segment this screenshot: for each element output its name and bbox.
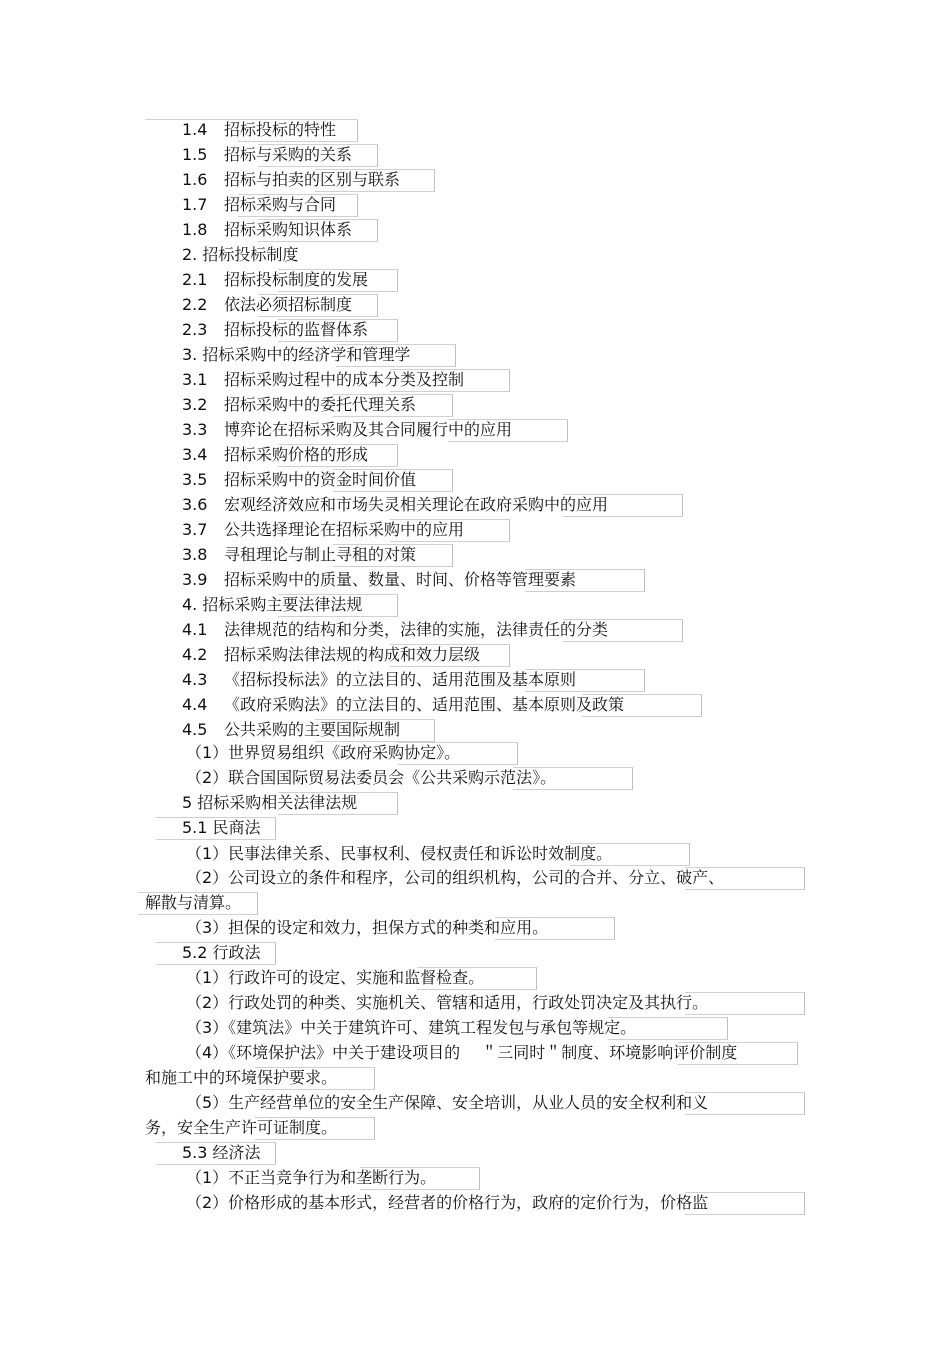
toc-line bbox=[186, 1091, 708, 1115]
section-number: 4.3 bbox=[182, 670, 208, 689]
text-frame-border bbox=[333, 544, 453, 567]
toc-line bbox=[186, 866, 724, 890]
text-frame-border bbox=[333, 394, 453, 417]
section-number: 3.8 bbox=[182, 545, 208, 564]
section-title: 5 招标采购相关法律法规 bbox=[182, 793, 358, 812]
section-number: 3.7 bbox=[182, 520, 208, 539]
section-title: 招标投标制度的发展 bbox=[224, 270, 369, 289]
text-frame-border bbox=[513, 767, 633, 790]
section-title: 招标采购与合同 bbox=[224, 195, 337, 214]
text-frame-border bbox=[563, 619, 683, 642]
section-title: （1）行政许可的设定、实施和监督检查。 bbox=[186, 968, 485, 987]
text-frame-border bbox=[685, 992, 805, 1015]
text-frame-border bbox=[255, 1117, 375, 1140]
section-title: 5.3 经济法 bbox=[182, 1143, 261, 1162]
section-title: 依法必须招标制度 bbox=[224, 295, 353, 314]
text-frame-border bbox=[417, 967, 537, 990]
text-frame-border bbox=[390, 644, 510, 667]
text-frame-border bbox=[685, 867, 805, 890]
toc-line bbox=[186, 916, 548, 940]
text-frame-border bbox=[278, 792, 398, 815]
text-frame-border bbox=[258, 219, 378, 242]
section-number: 1.4 bbox=[182, 120, 208, 139]
section-title: （3）担保的设定和效力，担保方式的种类和应用。 bbox=[186, 918, 549, 937]
section-title: 务，安全生产许可证制度。 bbox=[145, 1118, 338, 1137]
section-title: 3. 招标采购中的经济学和管理学 bbox=[182, 345, 411, 364]
section-number: 4.1 bbox=[182, 620, 208, 639]
text-frame-border bbox=[156, 1142, 276, 1165]
text-frame-border bbox=[495, 917, 615, 940]
toc-line bbox=[186, 1041, 737, 1065]
header-rule bbox=[145, 119, 358, 120]
section-number: 2.3 bbox=[182, 320, 208, 339]
section-title: （1）不正当竞争行为和垄断行为。 bbox=[186, 1168, 437, 1187]
section-title: （1）民事法律关系、民事权利、侵权责任和诉讼时效制度。 bbox=[186, 844, 613, 863]
section-title: 4. 招标采购主要法律法规 bbox=[182, 595, 363, 614]
text-frame-border bbox=[390, 519, 510, 542]
text-frame-border bbox=[255, 1067, 375, 1090]
section-title: 法律规范的结构和分类，法律的实施，法律责任的分类 bbox=[224, 620, 609, 639]
text-frame-border bbox=[570, 843, 690, 866]
section-number: 3.6 bbox=[182, 495, 208, 514]
text-frame-border bbox=[390, 369, 510, 392]
section-title: （3）《建筑法》中关于建筑许可、建筑工程发包与承包等规定。 bbox=[186, 1018, 637, 1037]
section-number: 1.5 bbox=[182, 145, 208, 164]
section-title: 寻租理论与制止寻租的对策 bbox=[224, 545, 417, 564]
text-frame-border bbox=[278, 269, 398, 292]
section-number: 4.2 bbox=[182, 645, 208, 664]
section-number: 1.7 bbox=[182, 195, 208, 214]
section-number: 3.1 bbox=[182, 370, 208, 389]
section-number: 1.6 bbox=[182, 170, 208, 189]
section-title: 2. 招标投标制度 bbox=[182, 245, 299, 264]
text-frame-border bbox=[398, 742, 518, 765]
toc-line bbox=[182, 568, 576, 592]
section-title: 招标采购知识体系 bbox=[224, 220, 353, 239]
section-number: 2.1 bbox=[182, 270, 208, 289]
section-title: 《政府采购法》的立法目的、适用范围、基本原则及政策 bbox=[224, 695, 625, 714]
text-frame-border bbox=[525, 669, 645, 692]
section-title: （2）公司设立的条件和程序，公司的组织机构，公司的合并、分立、破产、 bbox=[186, 868, 725, 887]
section-number: 3.3 bbox=[182, 420, 208, 439]
section-number: 4.4 bbox=[182, 695, 208, 714]
section-title: 和施工中的环境保护要求。 bbox=[145, 1068, 338, 1087]
toc-line bbox=[186, 842, 612, 866]
section-title: 招标投标的监督体系 bbox=[224, 320, 369, 339]
text-frame-border bbox=[685, 1192, 805, 1215]
text-frame-border bbox=[685, 1092, 805, 1115]
section-number: 2.2 bbox=[182, 295, 208, 314]
toc-line bbox=[186, 1016, 636, 1040]
section-number: 4.5 bbox=[182, 720, 208, 739]
toc-line bbox=[186, 766, 556, 790]
text-frame-border bbox=[333, 469, 453, 492]
text-frame-border bbox=[336, 344, 456, 367]
text-frame-border bbox=[315, 719, 435, 742]
section-number: 3.2 bbox=[182, 395, 208, 414]
text-frame-border bbox=[278, 444, 398, 467]
section-title: 招标采购中的委托代理关系 bbox=[224, 395, 417, 414]
section-title: 招标采购过程中的成本分类及控制 bbox=[224, 370, 465, 389]
section-title: 5.1 民商法 bbox=[182, 818, 261, 837]
section-number: 3.9 bbox=[182, 570, 208, 589]
section-number: 3.5 bbox=[182, 470, 208, 489]
section-title: 招标与拍卖的区别与联系 bbox=[224, 170, 401, 189]
text-frame-border bbox=[238, 119, 358, 142]
section-title: 招标采购中的资金时间价值 bbox=[224, 470, 417, 489]
text-frame-border bbox=[608, 1017, 728, 1040]
text-frame-border bbox=[278, 594, 398, 617]
section-title: 博弈论在招标采购及其合同履行中的应用 bbox=[224, 420, 513, 439]
toc-line bbox=[182, 693, 624, 717]
section-title: （2）价格形成的基本形式，经营者的价格行为，政府的定价行为，价格监 bbox=[186, 1193, 709, 1212]
toc-line bbox=[186, 991, 708, 1015]
section-title: 招标采购中的质量、数量、时间、价格等管理要素 bbox=[224, 570, 577, 589]
section-title: （2）行政处罚的种类、实施机关、管辖和适用，行政处罚决定及其执行。 bbox=[186, 993, 709, 1012]
text-frame-border bbox=[278, 319, 398, 342]
toc-line bbox=[182, 243, 298, 267]
text-frame-border bbox=[258, 294, 378, 317]
toc-line bbox=[182, 618, 608, 642]
text-frame-border bbox=[138, 892, 258, 915]
text-frame-border bbox=[563, 494, 683, 517]
text-frame-border bbox=[582, 694, 702, 717]
section-title: 解散与清算。 bbox=[145, 893, 242, 912]
toc-line bbox=[186, 1191, 708, 1215]
section-title: （1）世界贸易组织《政府采购协定》。 bbox=[186, 743, 461, 762]
section-title: 招标采购法律法规的构成和效力层级 bbox=[224, 645, 481, 664]
section-number: 1.8 bbox=[182, 220, 208, 239]
section-title: 宏观经济效应和市场失灵相关理论在政府采购中的应用 bbox=[224, 495, 609, 514]
section-title: （4）《环境保护法》中关于建设项目的 ＂三同时＂制度、环境影响评价制度 bbox=[186, 1043, 738, 1062]
text-frame-border bbox=[678, 1042, 798, 1065]
section-title: （2）联合国国际贸易法委员会《公共采购示范法》。 bbox=[186, 768, 557, 787]
section-title: 公共采购的主要国际规制 bbox=[224, 720, 401, 739]
text-frame-border bbox=[156, 817, 276, 840]
section-title: 招标投标的特性 bbox=[224, 120, 337, 139]
text-frame-border bbox=[238, 194, 358, 217]
section-number: 3.4 bbox=[182, 445, 208, 464]
section-title: 公共选择理论在招标采购中的应用 bbox=[224, 520, 465, 539]
text-frame-border bbox=[258, 144, 378, 167]
section-title: 招标采购价格的形成 bbox=[224, 445, 369, 464]
text-frame-border bbox=[448, 419, 568, 442]
text-frame-border bbox=[315, 169, 435, 192]
section-title: 5.2 行政法 bbox=[182, 943, 261, 962]
toc-line bbox=[182, 668, 576, 692]
toc-line bbox=[182, 493, 608, 517]
text-frame-border bbox=[525, 569, 645, 592]
section-title: 《招标投标法》的立法目的、适用范围及基本原则 bbox=[224, 670, 577, 689]
section-title: （5）生产经营单位的安全生产保障、安全培训，从业人员的安全权利和义 bbox=[186, 1093, 709, 1112]
text-frame-border bbox=[156, 942, 276, 965]
text-frame-border bbox=[360, 1167, 480, 1190]
section-title: 招标与采购的关系 bbox=[224, 145, 353, 164]
